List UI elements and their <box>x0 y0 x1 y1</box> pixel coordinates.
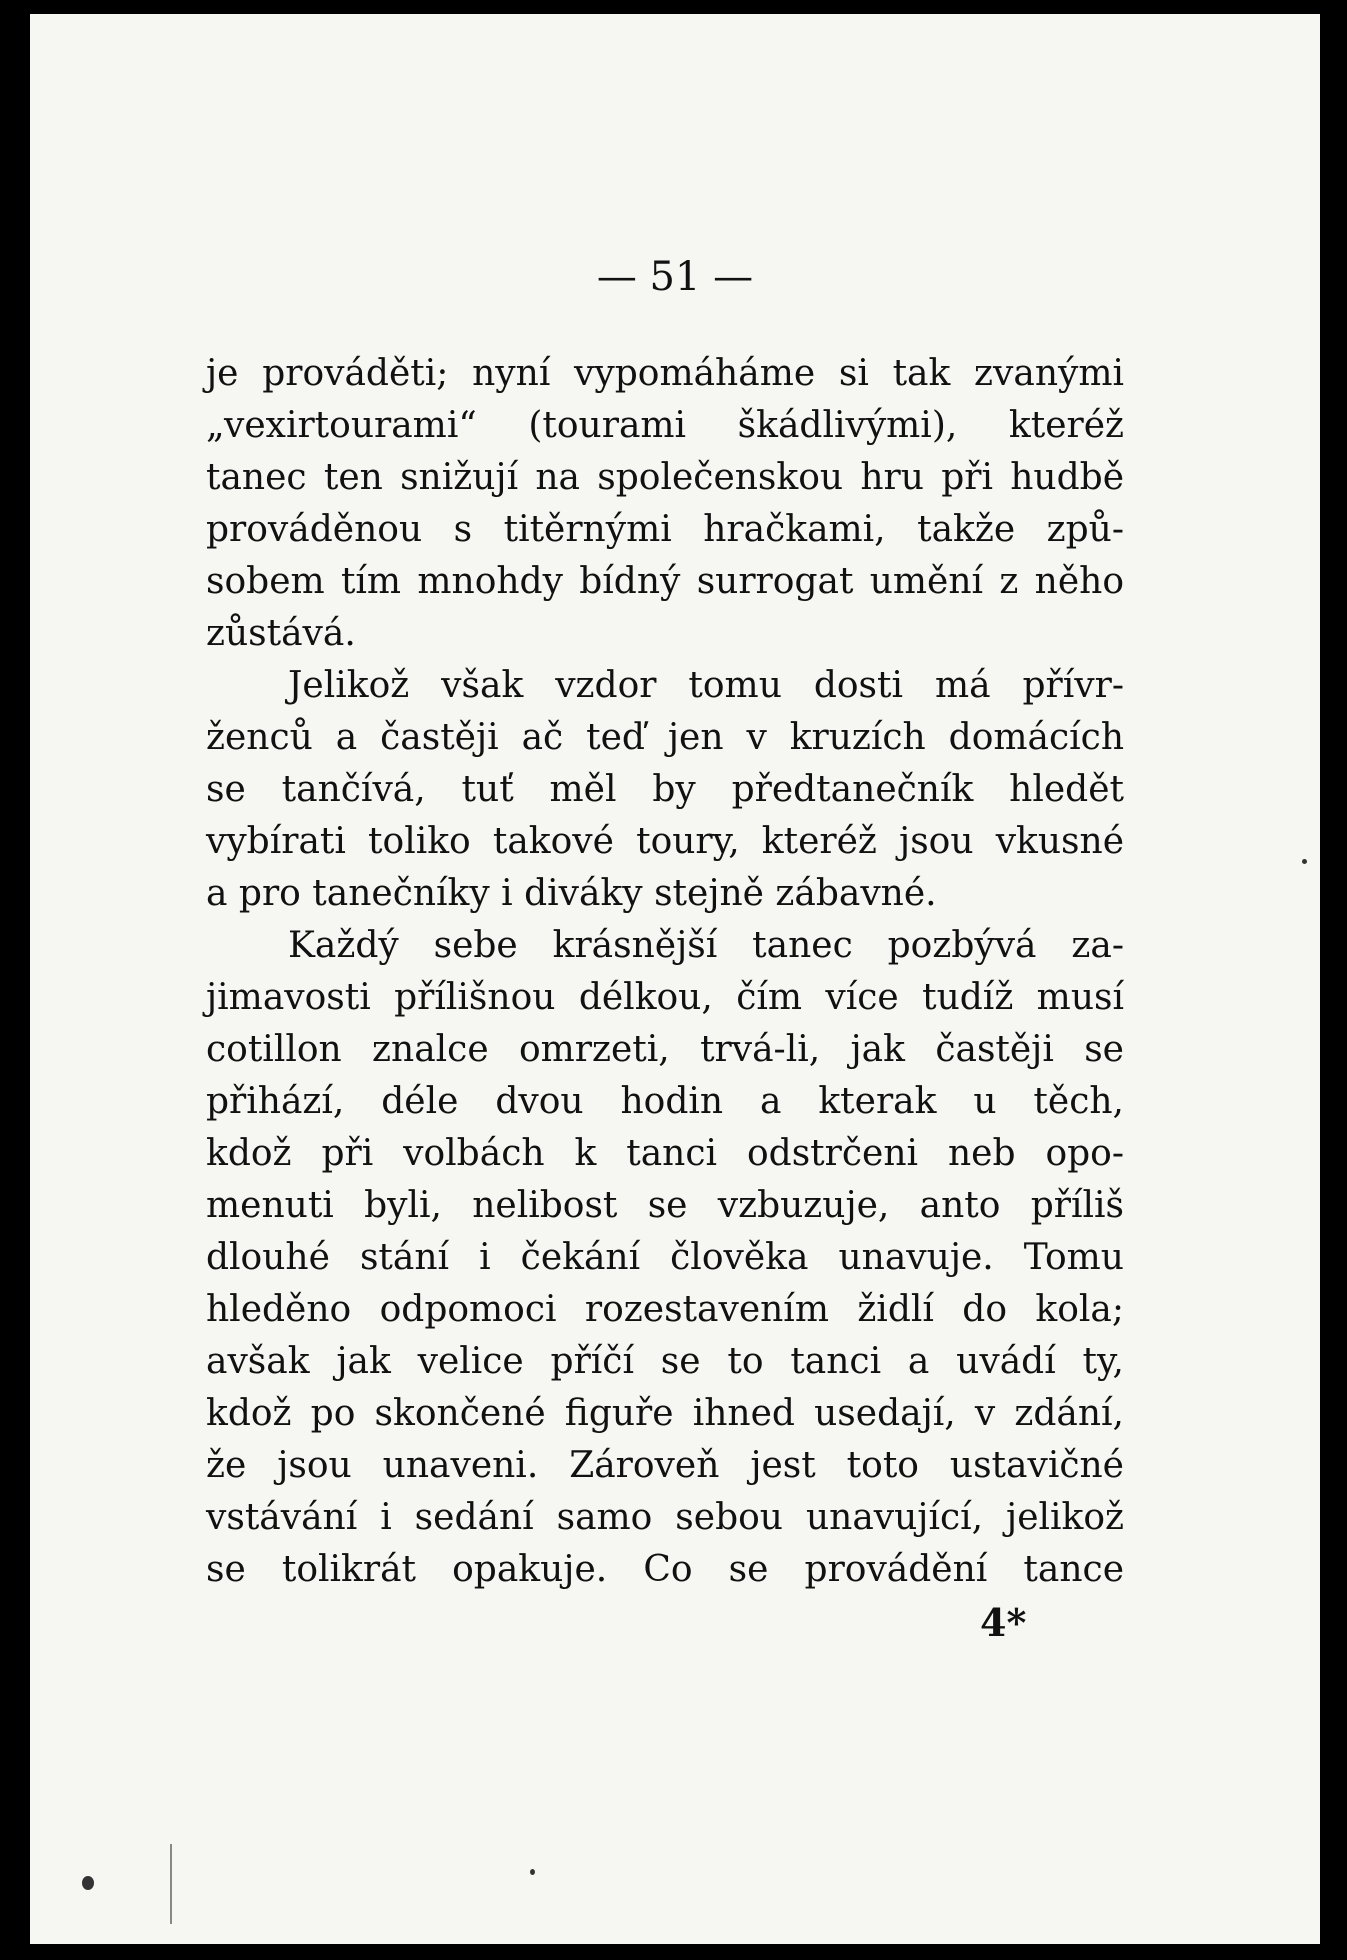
text-line: dlouhé stání i čekání člověka unavuje. Tomu <box>206 1237 1124 1278</box>
text-line: se tolikrát opakuje. Co se provádění tance <box>206 1549 1124 1590</box>
text-line: přihází, déle dvou hodin a kterak u těch, <box>206 1081 1124 1122</box>
text-line: ženců a častěji ač teď jen v kruzích domácích <box>206 717 1124 758</box>
text-line: že jsou unaveni. Zároveň jest toto ustavičné <box>206 1445 1124 1486</box>
body-text <box>206 348 1124 1596</box>
text-line: je prováděti; nyní vypomáháme si tak zvanými <box>206 353 1124 394</box>
text-line: vstávání i sedání samo sebou unavující, jelikož <box>206 1497 1124 1538</box>
text-line: kdož při volbách k tanci odstrčeni neb opo- <box>206 1133 1124 1174</box>
scan-dust-mark <box>170 1844 172 1924</box>
signature-mark: 4* <box>980 1600 1027 1645</box>
scan-dust-mark <box>1302 859 1307 864</box>
text-line: jimavosti přílišnou délkou, čím více tudíž musí <box>206 977 1124 1018</box>
text-line: menuti byli, nelibost se vzbuzuje, anto příliš <box>206 1185 1124 1226</box>
text-line: kdož po skončené figuře ihned usedají, v zdání, <box>206 1393 1124 1434</box>
text-line: prováděnou s titěrnými hračkami, takže způ- <box>206 509 1124 550</box>
text-line: „vexirtourami“ (tourami škádlivými), kteréž <box>206 405 1124 446</box>
text-line: zůstává. <box>206 613 356 654</box>
text-line: vybírati toliko takové toury, kteréž jsou vkusné <box>206 821 1124 862</box>
scan-dust-mark <box>530 1869 535 1875</box>
text-line: tanec ten snižují na společenskou hru při hudbě <box>206 457 1124 498</box>
page-number: — 51 — <box>596 254 754 300</box>
text-line: Každý sebe krásnější tanec pozbývá za- <box>288 925 1124 966</box>
text-line: hleděno odpomoci rozestavením židlí do kola; <box>206 1289 1124 1330</box>
text-line: avšak jak velice příčí se to tanci a uvádí ty, <box>206 1341 1124 1382</box>
scan-dust-mark <box>82 1876 94 1890</box>
text-line: sobem tím mnohdy bídný surrogat umění z něho <box>206 561 1124 602</box>
text-line: a pro tanečníky i diváky stejně zábavné. <box>206 873 937 914</box>
book-page <box>30 14 1320 1944</box>
text-line: se tančívá, tuť měl by předtanečník hledět <box>206 769 1124 810</box>
text-line: cotillon znalce omrzeti, trvá-li, jak častěji se <box>206 1029 1124 1070</box>
text-line: Jelikož však vzdor tomu dosti má přívr- <box>288 665 1124 706</box>
